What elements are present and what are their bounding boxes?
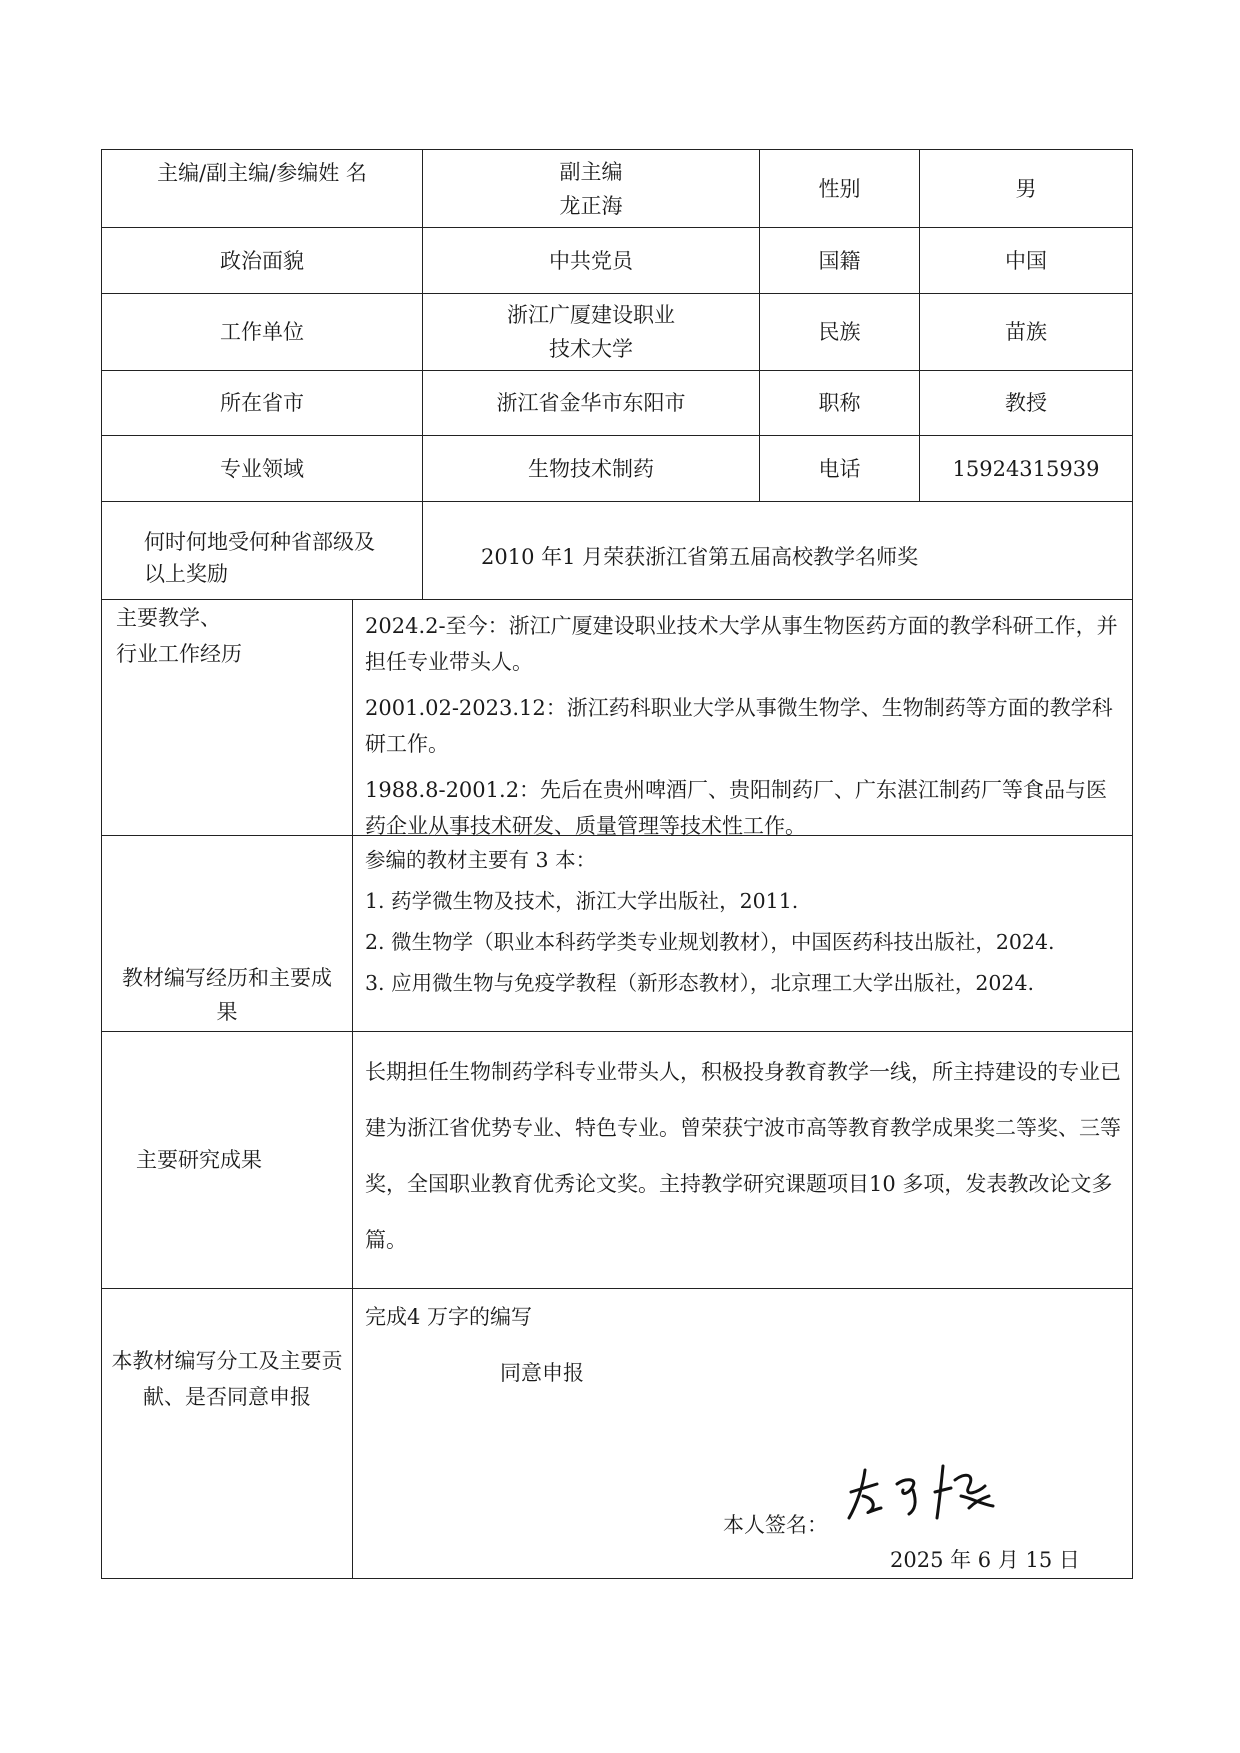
experience-item: 2001.02-2023.12：浙江药科职业大学从事微生物学、生物制药等方面的教学科研工作。 (365, 696, 1113, 756)
contribution-label-line2: 献、是否同意申报 (143, 1385, 311, 1409)
nationality-value: 中国 (1005, 248, 1047, 273)
nationality-label: 国籍 (760, 228, 920, 293)
unit-value-cell (423, 294, 760, 370)
row-contribution (102, 1289, 1132, 1578)
experience-content (353, 600, 1132, 838)
politics-value: 中共党员 (423, 228, 760, 293)
role-value: 副主编 (559, 159, 623, 184)
city-label: 所在省市 (102, 371, 423, 435)
name-value: 龙正海 (559, 193, 623, 218)
experience-item: 2024.2-至今：浙江广厦建设职业技术大学从事生物医药方面的教学科研工作，并担任专业带头人。 (365, 614, 1118, 674)
sign-date: 2025 年 6 月 15 日 (890, 1548, 1080, 1572)
textbooks-content (353, 836, 1132, 1031)
signature-label: 本人签名： (723, 1513, 828, 1537)
ethnic-label: 民族 (760, 294, 920, 370)
contribution-label-line1: 本教材编写分工及主要贡 (111, 1349, 343, 1373)
handwritten-signature (843, 1452, 1003, 1524)
field-value: 生物技术制药 (423, 436, 760, 501)
textbook-item: 2. 微生物学（职业本科药学类专业规划教材），中国医药科技出版社，2024. (365, 930, 1055, 954)
unit-value-line2: 技术大学 (549, 337, 633, 361)
unit-value-line1: 浙江广厦建设职业 (507, 303, 675, 327)
textbook-item: 3. 应用微生物与免疫学教程（新形态教材），北京理工大学出版社，2024. (365, 971, 1035, 995)
row-name (102, 150, 1132, 228)
field-label: 专业领域 (102, 436, 423, 501)
experience-label-line1: 主要教学、 (116, 606, 221, 630)
name-value-cell (423, 150, 760, 227)
awards-label-line1: 何时何地受何种省部级及 (144, 529, 375, 554)
research-text: 长期担任生物制药学科专业带头人，积极投身教育教学一线，所主持建设的专业已建为浙江省优势专业、特色专业。曾荣获宁波市高等教育教学成果奖二等奖、三等奖，全国职业教育优秀论文奖。主持教学研究课题项目10 多项，发表教改论文多篇。 (365, 1060, 1121, 1252)
row-awards (102, 502, 1132, 600)
row-politics (102, 228, 1132, 294)
textbook-item: 1. 药学微生物及技术，浙江大学出版社，2011. (365, 889, 799, 913)
row-textbooks (102, 836, 1132, 1032)
research-label: 主要研究成果 (102, 1032, 353, 1288)
textbooks-intro: 参编的教材主要有 3 本： (365, 848, 597, 872)
experience-label-cell (102, 600, 353, 835)
title-value: 教授 (1005, 391, 1047, 415)
name-label: 主编/副主编/参编姓 名 (102, 150, 423, 227)
ethnic-value: 苗族 (1005, 320, 1047, 344)
politics-label: 政治面貌 (102, 228, 423, 293)
row-city (102, 371, 1132, 436)
textbooks-label-line1: 教材编写经历和主要成 (122, 966, 332, 990)
experience-item: 1988.8-2001.2：先后在贵州啤酒厂、贵阳制药厂、广东湛江制药厂等食品与医药企业从事技术研发、质量管理等技术性工作。 (365, 778, 1108, 838)
phone-label: 电话 (760, 436, 920, 501)
row-experience (102, 600, 1132, 836)
row-research (102, 1032, 1132, 1289)
awards-label-cell (102, 502, 423, 599)
application-form (101, 149, 1133, 1579)
contribution-label-cell (102, 1289, 353, 1578)
contribution-agree: 同意申报 (500, 1361, 584, 1385)
awards-value: 2010 年1 月荣获浙江省第五届高校教学名师奖 (481, 544, 919, 569)
city-value: 浙江省金华市东阳市 (423, 371, 760, 435)
gender-label: 性别 (760, 150, 920, 227)
textbooks-label-cell (102, 836, 353, 1031)
unit-label: 工作单位 (102, 294, 423, 370)
contribution-work: 完成4 万字的编写 (365, 1305, 533, 1329)
research-content (353, 1032, 1132, 1288)
row-unit (102, 294, 1132, 371)
phone-value: 15924315939 (952, 456, 1100, 481)
awards-label-line2: 以上奖励 (144, 561, 228, 586)
gender-value: 男 (1015, 176, 1037, 201)
title-label: 职称 (760, 371, 920, 435)
experience-label-line2: 行业工作经历 (116, 642, 242, 666)
row-field (102, 436, 1132, 502)
textbooks-label-line2: 果 (216, 1000, 238, 1024)
